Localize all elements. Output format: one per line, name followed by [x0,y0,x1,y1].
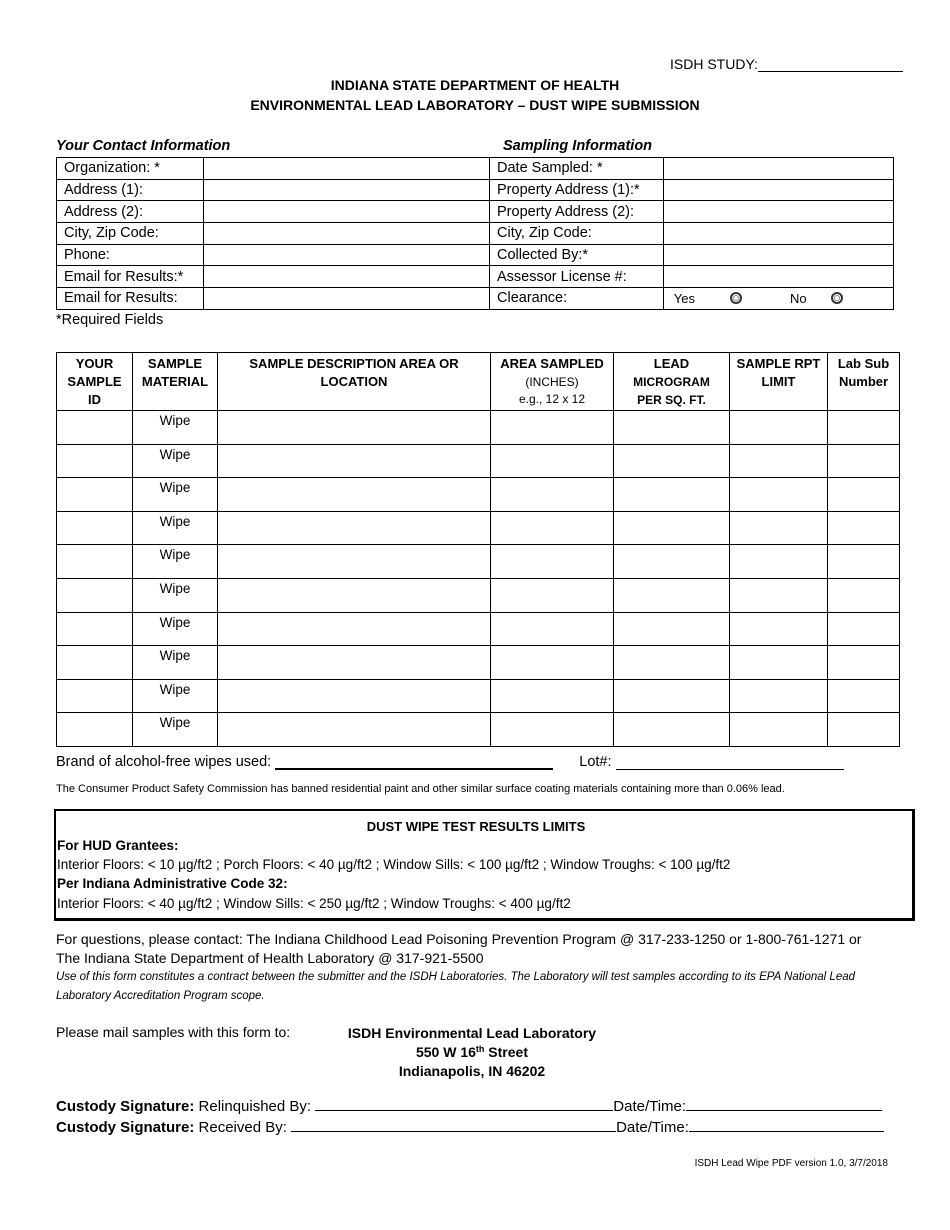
rpt-limit-cell[interactable] [730,646,828,680]
contact-info-heading: Your Contact Information [56,138,231,154]
sampling-field-label: City, Zip Code: [490,223,664,245]
city-zip-input[interactable] [203,223,489,245]
rpt-limit-cell[interactable] [730,478,828,512]
area-cell[interactable] [491,646,614,680]
lead-cell[interactable] [614,646,730,680]
version-note: ISDH Lead Wipe PDF version 1.0, 3/7/2018 [694,1158,888,1169]
table-row [57,511,900,545]
sample-material-cell: Wipe [133,713,218,747]
email-results-1-input[interactable] [203,266,489,288]
results-limits-box [54,809,915,921]
brand-label: Brand of alcohol-free wipes used: [56,754,272,770]
sampling-info-table [489,157,894,310]
samples-table [56,352,900,747]
contact-field-label: Email for Results: [57,288,204,310]
hud-heading: For HUD Grantees: [57,838,179,853]
clearance-options [663,288,893,310]
table-row [57,679,900,713]
description-cell[interactable] [218,679,491,713]
lead-cell[interactable] [614,545,730,579]
clearance-yes-label: Yes [673,290,695,306]
table-row [57,646,900,680]
contact-field-label: Address (2): [57,201,204,223]
description-cell[interactable] [218,545,491,579]
sampling-field-label: Date Sampled: * [490,158,664,180]
contact-text-line-1: For questions, please contact: The Indiana Childhood Lead Poisoning Prevention Program @ 317-233-1250 or 1-800-761-1271 or [56,931,862,947]
address-1-input[interactable] [203,179,489,201]
sampling-field-label: Property Address (2): [490,201,664,223]
clearance-no-radio[interactable] [831,292,843,304]
rpt-limit-cell[interactable] [730,411,828,445]
property-address-1-input[interactable] [663,179,893,201]
sample-material-cell: Wipe [133,478,218,512]
mail-address-line-3: Indianapolis, IN 46202 [398,1063,546,1079]
sample-id-cell[interactable] [57,646,133,680]
sample-material-cell: Wipe [133,578,218,612]
table-row [57,478,900,512]
sampling-field-label: Clearance: [490,288,664,310]
iac-limits-text: Interior Floors: < 40 µg/ft2 ; Window Sills: < 250 µg/ft2 ; Window Troughs: < 400 µg/ft2 [57,896,571,911]
contact-field-label: Email for Results:* [57,266,204,288]
custody-label: Custody Signature: [56,1119,195,1136]
sample-material-cell: Wipe [133,511,218,545]
received-datetime-input[interactable] [689,1118,884,1132]
sampling-info-heading: Sampling Information [503,138,653,154]
description-cell[interactable] [218,578,491,612]
sample-material-cell: Wipe [133,545,218,579]
description-cell[interactable] [218,444,491,478]
description-cell[interactable] [218,411,491,445]
lead-cell[interactable] [614,578,730,612]
mail-address-line-1: ISDH Environmental Lead Laboratory [347,1025,597,1041]
sample-id-cell[interactable] [57,511,133,545]
date-sampled-input[interactable] [663,158,893,180]
description-cell[interactable] [218,713,491,747]
col-header-sample-material: SAMPLE MATERIAL [133,353,218,411]
datetime-label: Date/Time: [613,1098,687,1115]
sampling-field-label: Property Address (1):* [490,179,664,201]
isdh-study-field [670,56,903,72]
col-header-description: SAMPLE DESCRIPTION AREA OR LOCATION [218,353,491,411]
lab-sub-cell[interactable] [828,679,900,713]
relinquished-datetime-input[interactable] [686,1097,882,1111]
lab-sub-cell[interactable] [828,511,900,545]
cpsc-note: The Consumer Product Safety Commission has banned residential paint and other similar surface coating materials containing more than 0.06% lead. [56,783,785,795]
sample-id-cell[interactable] [57,612,133,646]
contact-field-label: Address (1): [57,179,204,201]
collected-by-input[interactable] [663,244,893,266]
lab-sub-cell[interactable] [828,545,900,579]
assessor-license-input[interactable] [663,266,893,288]
clearance-yes-radio[interactable] [730,292,742,304]
description-cell[interactable] [218,511,491,545]
email-results-2-input[interactable] [203,288,489,310]
rpt-limit-cell[interactable] [730,612,828,646]
sampling-city-zip-input[interactable] [663,223,893,245]
area-cell[interactable] [491,679,614,713]
lead-cell[interactable] [614,411,730,445]
description-cell[interactable] [218,478,491,512]
sample-material-cell: Wipe [133,444,218,478]
col-header-sample-id: YOUR SAMPLE ID [57,353,133,411]
received-label: Received By: [198,1119,287,1136]
contact-text-line-2: The Indiana State Department of Health Laboratory @ 317-921-5500 [56,950,484,966]
area-cell[interactable] [491,478,614,512]
sampling-field-label: Assessor License #: [490,266,664,288]
lab-sub-cell[interactable] [828,578,900,612]
contact-field-label: Organization: * [57,158,204,180]
brand-lot-line [56,754,844,770]
rpt-limit-cell[interactable] [730,679,828,713]
area-cell[interactable] [491,444,614,478]
table-row [57,612,900,646]
datetime-label: Date/Time: [616,1119,689,1136]
table-row [57,713,900,747]
rpt-limit-cell[interactable] [730,545,828,579]
sample-material-cell: Wipe [133,646,218,680]
col-header-lab-sub-number: Lab Sub Number [828,353,900,411]
lead-cell[interactable] [614,444,730,478]
col-header-lead: LEAD MICROGRAM PER SQ. FT. [614,353,730,411]
rpt-limit-cell[interactable] [730,444,828,478]
lab-sub-cell[interactable] [828,646,900,680]
area-cell[interactable] [491,545,614,579]
sample-material-cell: Wipe [133,679,218,713]
contact-text [56,930,861,968]
lead-cell[interactable] [614,713,730,747]
lab-sub-cell[interactable] [828,444,900,478]
area-cell[interactable] [491,578,614,612]
area-cell[interactable] [491,411,614,445]
col-header-area-sampled: AREA SAMPLED (INCHES) e.g., 12 x 12 [491,353,614,411]
lab-sub-cell[interactable] [828,713,900,747]
isdh-study-label: ISDH STUDY: [670,56,758,72]
relinquished-label: Relinquished By: [198,1098,312,1115]
brand-input[interactable] [275,755,553,770]
contact-field-label: Phone: [57,244,204,266]
clearance-no-label: No [789,290,807,306]
form-title-line-1: INDIANA STATE DEPARTMENT OF HEALTH [330,77,620,93]
property-address-2-input[interactable] [663,201,893,223]
organization-input[interactable] [203,158,489,180]
sampling-field-label: Collected By:* [490,244,664,266]
table-row [57,411,900,445]
area-cell[interactable] [491,511,614,545]
contact-info-table [56,157,490,310]
disclaimer-text: Use of this form constitutes a contract between the submitter and the ISDH Laboratories. The Laboratory will test samples according to its EPA National Lead Laboratory Accreditation Program scope. [56,971,856,1002]
isdh-study-input[interactable] [758,58,903,72]
custody-relinquished-line [56,1097,882,1115]
hud-limits-text: Interior Floors: < 10 µg/ft2 ; Porch Floors: < 40 µg/ft2 ; Window Sills: < 100 µg/ft2 ; Window Troughs: < 100 µg/ft2 [57,857,731,872]
description-cell[interactable] [218,646,491,680]
lead-cell[interactable] [614,612,730,646]
lead-cell[interactable] [614,511,730,545]
custody-label: Custody Signature: [56,1098,195,1115]
relinquished-by-input[interactable] [315,1097,613,1111]
table-row [57,578,900,612]
sample-id-cell[interactable] [57,578,133,612]
contact-field-label: City, Zip Code: [57,223,204,245]
sample-id-cell[interactable] [57,545,133,579]
sample-id-cell[interactable] [57,679,133,713]
rpt-limit-cell[interactable] [730,578,828,612]
sample-id-cell[interactable] [57,444,133,478]
custody-received-line [56,1118,884,1136]
iac-heading: Per Indiana Administrative Code 32: [57,876,288,891]
received-by-input[interactable] [291,1118,616,1132]
lab-sub-cell[interactable] [828,411,900,445]
mail-label: Please mail samples with this form to: [56,1024,291,1040]
sample-material-cell: Wipe [133,411,218,445]
lab-sub-cell[interactable] [828,478,900,512]
lead-cell[interactable] [614,478,730,512]
address-2-input[interactable] [203,201,489,223]
mail-address-line-2: 550 W 16th Street [415,1044,528,1060]
limits-title: DUST WIPE TEST RESULTS LIMITS [366,819,586,834]
lead-cell[interactable] [614,679,730,713]
table-row [57,545,900,579]
required-fields-note: *Required Fields [56,312,164,328]
area-cell[interactable] [491,612,614,646]
lab-sub-cell[interactable] [828,612,900,646]
sample-id-cell[interactable] [57,713,133,747]
lot-input[interactable] [616,755,844,770]
sample-id-cell[interactable] [57,411,133,445]
col-header-rpt-limit: SAMPLE RPT LIMIT [730,353,828,411]
sample-material-cell: Wipe [133,612,218,646]
rpt-limit-cell[interactable] [730,713,828,747]
rpt-limit-cell[interactable] [730,511,828,545]
table-row [57,444,900,478]
description-cell[interactable] [218,612,491,646]
lot-label: Lot#: [579,754,612,770]
form-title-line-2: ENVIRONMENTAL LEAD LABORATORY – DUST WIPE SUBMISSION [250,97,700,113]
phone-input[interactable] [203,244,489,266]
sample-id-cell[interactable] [57,478,133,512]
area-cell[interactable] [491,713,614,747]
